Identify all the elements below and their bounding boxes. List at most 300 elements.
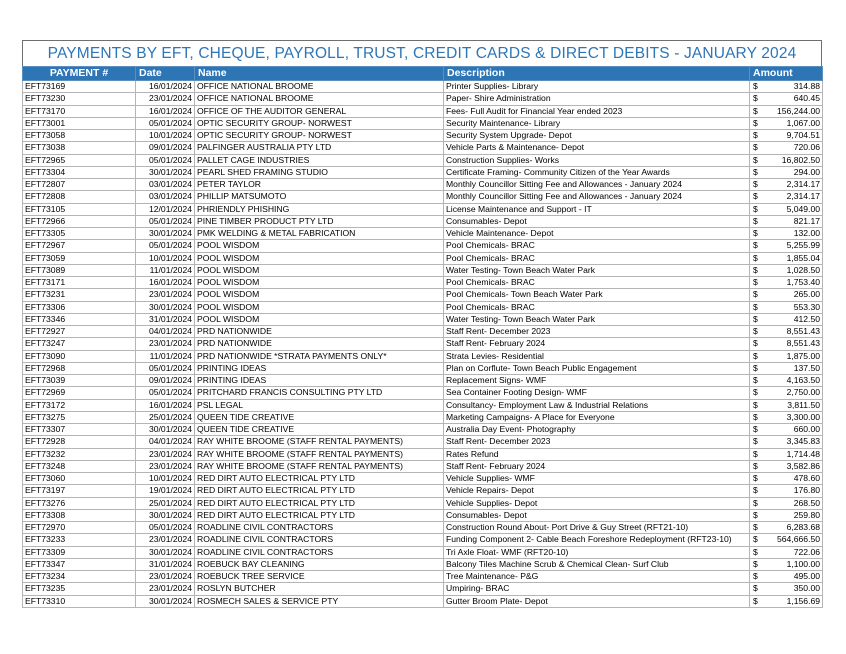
table-row	[23, 277, 823, 289]
date-cell: 23/01/2024	[136, 571, 195, 583]
amount-cell: 6,283.68	[768, 522, 823, 534]
payment-number-cell: EFT73305	[23, 228, 136, 240]
payee-name-cell: OPTIC SECURITY GROUP- NORWEST	[195, 117, 444, 129]
amount-cell: 8,551.43	[768, 338, 823, 350]
description-cell: Vehicle Parts & Maintenance- Depot	[444, 142, 750, 154]
table-row	[23, 142, 823, 154]
description-cell: Consumables- Depot	[444, 215, 750, 227]
date-cell: 30/01/2024	[136, 509, 195, 521]
currency-symbol-cell: $	[750, 473, 768, 485]
page-title: PAYMENTS BY EFT, CHEQUE, PAYROLL, TRUST, CREDIT CARDS & DIRECT DEBITS - JANUARY 2024	[22, 40, 822, 66]
payee-name-cell: RED DIRT AUTO ELECTRICAL PTY LTD	[195, 509, 444, 521]
table-row	[23, 81, 823, 93]
amount-cell: 495.00	[768, 571, 823, 583]
payee-name-cell: RAY WHITE BROOME (STAFF RENTAL PAYMENTS)	[195, 436, 444, 448]
table-row	[23, 571, 823, 583]
description-cell: Fees- Full Audit for Financial Year ended 2023	[444, 105, 750, 117]
payment-number-cell: EFT73248	[23, 460, 136, 472]
currency-symbol-cell: $	[750, 252, 768, 264]
date-cell: 23/01/2024	[136, 93, 195, 105]
date-cell: 05/01/2024	[136, 240, 195, 252]
amount-cell: 16,802.50	[768, 154, 823, 166]
date-cell: 25/01/2024	[136, 411, 195, 423]
date-cell: 05/01/2024	[136, 362, 195, 374]
table-row	[23, 117, 823, 129]
table-row	[23, 473, 823, 485]
table-row	[23, 179, 823, 191]
amount-cell: 9,704.51	[768, 130, 823, 142]
amount-cell: 132.00	[768, 228, 823, 240]
description-cell: Monthly Councillor Sitting Fee and Allowances - January 2024	[444, 191, 750, 203]
currency-symbol-cell: $	[750, 387, 768, 399]
table-row	[23, 497, 823, 509]
currency-symbol-cell: $	[750, 240, 768, 252]
payee-name-cell: OFFICE NATIONAL BROOME	[195, 93, 444, 105]
description-cell: Sea Container Footing Design- WMF	[444, 387, 750, 399]
table-row	[23, 326, 823, 338]
description-cell: Strata Levies- Residential	[444, 350, 750, 362]
payee-name-cell: POOL WISDOM	[195, 240, 444, 252]
payment-number-cell: EFT73307	[23, 424, 136, 436]
payment-number-cell: EFT73089	[23, 264, 136, 276]
amount-cell: 722.06	[768, 546, 823, 558]
payee-name-cell: PMK WELDING & METAL FABRICATION	[195, 228, 444, 240]
amount-cell: 137.50	[768, 362, 823, 374]
currency-symbol-cell: $	[750, 203, 768, 215]
date-cell: 23/01/2024	[136, 583, 195, 595]
amount-cell: 2,314.17	[768, 191, 823, 203]
payee-name-cell: RAY WHITE BROOME (STAFF RENTAL PAYMENTS)	[195, 460, 444, 472]
currency-symbol-cell: $	[750, 277, 768, 289]
date-cell: 10/01/2024	[136, 130, 195, 142]
date-cell: 16/01/2024	[136, 81, 195, 93]
table-row	[23, 534, 823, 546]
payee-name-cell: RAY WHITE BROOME (STAFF RENTAL PAYMENTS)	[195, 448, 444, 460]
payment-number-cell: EFT73233	[23, 534, 136, 546]
table-row	[23, 460, 823, 472]
date-cell: 04/01/2024	[136, 326, 195, 338]
payee-name-cell: OFFICE OF THE AUDITOR GENERAL	[195, 105, 444, 117]
payment-number-cell: EFT72807	[23, 179, 136, 191]
amount-cell: 314.88	[768, 81, 823, 93]
amount-cell: 412.50	[768, 313, 823, 325]
description-cell: Security Maintenance- Library	[444, 117, 750, 129]
date-cell: 23/01/2024	[136, 448, 195, 460]
currency-symbol-cell: $	[750, 289, 768, 301]
payment-number-cell: EFT73001	[23, 117, 136, 129]
currency-symbol-cell: $	[750, 485, 768, 497]
payee-name-cell: QUEEN TIDE CREATIVE	[195, 411, 444, 423]
date-cell: 10/01/2024	[136, 473, 195, 485]
amount-cell: 176.80	[768, 485, 823, 497]
column-header-name: Name	[195, 67, 444, 81]
date-cell: 05/01/2024	[136, 522, 195, 534]
amount-cell: 268.50	[768, 497, 823, 509]
payee-name-cell: PRD NATIONWIDE	[195, 338, 444, 350]
payment-number-cell: EFT73347	[23, 558, 136, 570]
date-cell: 16/01/2024	[136, 277, 195, 289]
description-cell: Water Testing- Town Beach Water Park	[444, 264, 750, 276]
amount-cell: 1,067.00	[768, 117, 823, 129]
payee-name-cell: PALFINGER AUSTRALIA PTY LTD	[195, 142, 444, 154]
payment-number-cell: EFT73039	[23, 375, 136, 387]
currency-symbol-cell: $	[750, 154, 768, 166]
date-cell: 31/01/2024	[136, 313, 195, 325]
currency-symbol-cell: $	[750, 534, 768, 546]
payee-name-cell: RED DIRT AUTO ELECTRICAL PTY LTD	[195, 473, 444, 485]
currency-symbol-cell: $	[750, 497, 768, 509]
date-cell: 30/01/2024	[136, 546, 195, 558]
description-cell: Paper- Shire Administration	[444, 93, 750, 105]
currency-symbol-cell: $	[750, 179, 768, 191]
payee-name-cell: ROEBUCK BAY CLEANING	[195, 558, 444, 570]
payee-name-cell: POOL WISDOM	[195, 289, 444, 301]
table-row	[23, 166, 823, 178]
description-cell: Vehicle Supplies- Depot	[444, 497, 750, 509]
amount-cell: 1,100.00	[768, 558, 823, 570]
description-cell: Vehicle Maintenance- Depot	[444, 228, 750, 240]
currency-symbol-cell: $	[750, 509, 768, 521]
description-cell: Funding Component 2- Cable Beach Foreshore Redeployment (RFT23-10)	[444, 534, 750, 546]
payment-number-cell: EFT73059	[23, 252, 136, 264]
payment-number-cell: EFT73171	[23, 277, 136, 289]
table-row	[23, 411, 823, 423]
description-cell: Umpiring- BRAC	[444, 583, 750, 595]
amount-cell: 350.00	[768, 583, 823, 595]
amount-cell: 720.06	[768, 142, 823, 154]
payment-number-cell: EFT72968	[23, 362, 136, 374]
amount-cell: 1,714.48	[768, 448, 823, 460]
date-cell: 30/01/2024	[136, 424, 195, 436]
currency-symbol-cell: $	[750, 326, 768, 338]
amount-cell: 5,049.00	[768, 203, 823, 215]
date-cell: 04/01/2024	[136, 436, 195, 448]
amount-cell: 1,855.04	[768, 252, 823, 264]
currency-symbol-cell: $	[750, 460, 768, 472]
payee-name-cell: PEARL SHED FRAMING STUDIO	[195, 166, 444, 178]
currency-symbol-cell: $	[750, 583, 768, 595]
description-cell: Plan on Corflute- Town Beach Public Engagement	[444, 362, 750, 374]
currency-symbol-cell: $	[750, 228, 768, 240]
payment-number-cell: EFT73306	[23, 301, 136, 313]
date-cell: 05/01/2024	[136, 387, 195, 399]
date-cell: 25/01/2024	[136, 497, 195, 509]
description-cell: Pool Chemicals- BRAC	[444, 240, 750, 252]
amount-cell: 2,750.00	[768, 387, 823, 399]
payments-sheet	[22, 40, 822, 608]
column-header-payment: PAYMENT #	[23, 67, 136, 81]
table-row	[23, 93, 823, 105]
payee-name-cell: PINE TIMBER PRODUCT PTY LTD	[195, 215, 444, 227]
description-cell: Consumables- Depot	[444, 509, 750, 521]
payee-name-cell: PHILLIP MATSUMOTO	[195, 191, 444, 203]
payment-number-cell: EFT73058	[23, 130, 136, 142]
table-row	[23, 350, 823, 362]
payment-number-cell: EFT72967	[23, 240, 136, 252]
date-cell: 31/01/2024	[136, 558, 195, 570]
amount-cell: 478.60	[768, 473, 823, 485]
payee-name-cell: POOL WISDOM	[195, 252, 444, 264]
payment-number-cell: EFT72969	[23, 387, 136, 399]
date-cell: 09/01/2024	[136, 375, 195, 387]
description-cell: Tree Maintenance- P&G	[444, 571, 750, 583]
payment-number-cell: EFT73038	[23, 142, 136, 154]
payment-number-cell: EFT73346	[23, 313, 136, 325]
payment-number-cell: EFT73234	[23, 571, 136, 583]
payee-name-cell: RED DIRT AUTO ELECTRICAL PTY LTD	[195, 485, 444, 497]
amount-cell: 1,156.69	[768, 595, 823, 607]
payee-name-cell: OPTIC SECURITY GROUP- NORWEST	[195, 130, 444, 142]
description-cell: Certificate Framing- Community Citizen of the Year Awards	[444, 166, 750, 178]
description-cell: License Maintenance and Support - IT	[444, 203, 750, 215]
description-cell: Pool Chemicals- BRAC	[444, 277, 750, 289]
payment-number-cell: EFT73105	[23, 203, 136, 215]
payment-number-cell: EFT73231	[23, 289, 136, 301]
amount-cell: 1,028.50	[768, 264, 823, 276]
table-row	[23, 301, 823, 313]
currency-symbol-cell: $	[750, 436, 768, 448]
description-cell: Balcony Tiles Machine Scrub & Chemical Clean- Surf Club	[444, 558, 750, 570]
currency-symbol-cell: $	[750, 166, 768, 178]
table-row	[23, 264, 823, 276]
currency-symbol-cell: $	[750, 215, 768, 227]
description-cell: Pool Chemicals- BRAC	[444, 301, 750, 313]
table-row	[23, 546, 823, 558]
table-row	[23, 558, 823, 570]
amount-cell: 3,300.00	[768, 411, 823, 423]
description-cell: Water Testing- Town Beach Water Park	[444, 313, 750, 325]
table-row	[23, 448, 823, 460]
payee-name-cell: ROADLINE CIVIL CONTRACTORS	[195, 534, 444, 546]
description-cell: Replacement Signs- WMF	[444, 375, 750, 387]
currency-symbol-cell: $	[750, 522, 768, 534]
payment-number-cell: EFT73169	[23, 81, 136, 93]
payment-number-cell: EFT73247	[23, 338, 136, 350]
currency-symbol-cell: $	[750, 350, 768, 362]
table-row	[23, 130, 823, 142]
date-cell: 23/01/2024	[136, 338, 195, 350]
currency-symbol-cell: $	[750, 375, 768, 387]
currency-symbol-cell: $	[750, 117, 768, 129]
table-row	[23, 289, 823, 301]
table-row	[23, 485, 823, 497]
table-row	[23, 387, 823, 399]
table-row	[23, 240, 823, 252]
amount-cell: 1,875.00	[768, 350, 823, 362]
table-row	[23, 252, 823, 264]
column-header-amount: Amount	[750, 67, 823, 81]
payee-name-cell: POOL WISDOM	[195, 277, 444, 289]
date-cell: 23/01/2024	[136, 289, 195, 301]
date-cell: 11/01/2024	[136, 264, 195, 276]
payee-name-cell: POOL WISDOM	[195, 301, 444, 313]
payee-name-cell: PRD NATIONWIDE *STRATA PAYMENTS ONLY*	[195, 350, 444, 362]
payee-name-cell: ROEBUCK TREE SERVICE	[195, 571, 444, 583]
payment-number-cell: EFT73232	[23, 448, 136, 460]
date-cell: 23/01/2024	[136, 534, 195, 546]
payment-number-cell: EFT72808	[23, 191, 136, 203]
amount-cell: 564,666.50	[768, 534, 823, 546]
payment-number-cell: EFT73172	[23, 399, 136, 411]
description-cell: Staff Rent- December 2023	[444, 436, 750, 448]
payee-name-cell: ROSMECH SALES & SERVICE PTY	[195, 595, 444, 607]
description-cell: Tri Axle Float- WMF (RFT20-10)	[444, 546, 750, 558]
currency-symbol-cell: $	[750, 81, 768, 93]
payee-name-cell: ROADLINE CIVIL CONTRACTORS	[195, 522, 444, 534]
date-cell: 10/01/2024	[136, 252, 195, 264]
table-row	[23, 522, 823, 534]
table-row	[23, 375, 823, 387]
date-cell: 16/01/2024	[136, 399, 195, 411]
amount-cell: 3,582.86	[768, 460, 823, 472]
table-row	[23, 509, 823, 521]
payment-number-cell: EFT72970	[23, 522, 136, 534]
payment-number-cell: EFT73304	[23, 166, 136, 178]
table-row	[23, 595, 823, 607]
amount-cell: 821.17	[768, 215, 823, 227]
currency-symbol-cell: $	[750, 448, 768, 460]
description-cell: Pool Chemicals- BRAC	[444, 252, 750, 264]
currency-symbol-cell: $	[750, 130, 768, 142]
amount-cell: 2,314.17	[768, 179, 823, 191]
payments-table	[22, 66, 823, 608]
currency-symbol-cell: $	[750, 595, 768, 607]
description-cell: Rates Refund	[444, 448, 750, 460]
payee-name-cell: RED DIRT AUTO ELECTRICAL PTY LTD	[195, 497, 444, 509]
amount-cell: 640.45	[768, 93, 823, 105]
description-cell: Construction Round About- Port Drive & Guy Street (RFT21-10)	[444, 522, 750, 534]
description-cell: Vehicle Supplies- WMF	[444, 473, 750, 485]
payee-name-cell: PRITCHARD FRANCIS CONSULTING PTY LTD	[195, 387, 444, 399]
amount-cell: 8,551.43	[768, 326, 823, 338]
column-header-date: Date	[136, 67, 195, 81]
date-cell: 16/01/2024	[136, 105, 195, 117]
date-cell: 09/01/2024	[136, 142, 195, 154]
column-header-description: Description	[444, 67, 750, 81]
currency-symbol-cell: $	[750, 558, 768, 570]
currency-symbol-cell: $	[750, 338, 768, 350]
table-row	[23, 313, 823, 325]
description-cell: Staff Rent- February 2024	[444, 338, 750, 350]
currency-symbol-cell: $	[750, 571, 768, 583]
currency-symbol-cell: $	[750, 142, 768, 154]
amount-cell: 3,345.83	[768, 436, 823, 448]
payee-name-cell: ROADLINE CIVIL CONTRACTORS	[195, 546, 444, 558]
payee-name-cell: PHRIENDLY PHISHING	[195, 203, 444, 215]
amount-cell: 265.00	[768, 289, 823, 301]
table-row	[23, 154, 823, 166]
payment-number-cell: EFT73275	[23, 411, 136, 423]
payee-name-cell: PRINTING IDEAS	[195, 375, 444, 387]
date-cell: 12/01/2024	[136, 203, 195, 215]
table-row	[23, 399, 823, 411]
description-cell: Staff Rent- December 2023	[444, 326, 750, 338]
description-cell: Monthly Councillor Sitting Fee and Allowances - January 2024	[444, 179, 750, 191]
amount-cell: 3,811.50	[768, 399, 823, 411]
amount-cell: 259.80	[768, 509, 823, 521]
payee-name-cell: PRD NATIONWIDE	[195, 326, 444, 338]
date-cell: 05/01/2024	[136, 117, 195, 129]
payee-name-cell: POOL WISDOM	[195, 313, 444, 325]
payee-name-cell: PETER TAYLOR	[195, 179, 444, 191]
table-row	[23, 424, 823, 436]
date-cell: 30/01/2024	[136, 228, 195, 240]
table-row	[23, 215, 823, 227]
description-cell: Marketing Campaigns- A Place for Everyone	[444, 411, 750, 423]
table-row	[23, 583, 823, 595]
payment-number-cell: EFT73197	[23, 485, 136, 497]
table-row	[23, 203, 823, 215]
description-cell: Australia Day Event- Photography	[444, 424, 750, 436]
date-cell: 30/01/2024	[136, 166, 195, 178]
amount-cell: 553.30	[768, 301, 823, 313]
payment-number-cell: EFT73170	[23, 105, 136, 117]
payment-number-cell: EFT73310	[23, 595, 136, 607]
currency-symbol-cell: $	[750, 546, 768, 558]
currency-symbol-cell: $	[750, 264, 768, 276]
amount-cell: 1,753.40	[768, 277, 823, 289]
payee-name-cell: POOL WISDOM	[195, 264, 444, 276]
date-cell: 30/01/2024	[136, 301, 195, 313]
date-cell: 11/01/2024	[136, 350, 195, 362]
payment-number-cell: EFT73308	[23, 509, 136, 521]
payee-name-cell: PALLET CAGE INDUSTRIES	[195, 154, 444, 166]
date-cell: 23/01/2024	[136, 460, 195, 472]
payment-number-cell: EFT72927	[23, 326, 136, 338]
currency-symbol-cell: $	[750, 313, 768, 325]
description-cell: Consultancy- Employment Law & Industrial Relations	[444, 399, 750, 411]
table-row	[23, 105, 823, 117]
currency-symbol-cell: $	[750, 191, 768, 203]
table-row	[23, 228, 823, 240]
currency-symbol-cell: $	[750, 93, 768, 105]
payee-name-cell: PRINTING IDEAS	[195, 362, 444, 374]
payee-name-cell: ROSLYN BUTCHER	[195, 583, 444, 595]
currency-symbol-cell: $	[750, 362, 768, 374]
table-row	[23, 362, 823, 374]
currency-symbol-cell: $	[750, 424, 768, 436]
payment-number-cell: EFT72966	[23, 215, 136, 227]
currency-symbol-cell: $	[750, 399, 768, 411]
currency-symbol-cell: $	[750, 105, 768, 117]
payment-number-cell: EFT72965	[23, 154, 136, 166]
date-cell: 05/01/2024	[136, 154, 195, 166]
date-cell: 03/01/2024	[136, 179, 195, 191]
date-cell: 03/01/2024	[136, 191, 195, 203]
amount-cell: 156,244.00	[768, 105, 823, 117]
table-row	[23, 338, 823, 350]
payee-name-cell: PSL LEGAL	[195, 399, 444, 411]
description-cell: Security System Upgrade- Depot	[444, 130, 750, 142]
currency-symbol-cell: $	[750, 411, 768, 423]
payment-number-cell: EFT73090	[23, 350, 136, 362]
payment-number-cell: EFT73230	[23, 93, 136, 105]
date-cell: 19/01/2024	[136, 485, 195, 497]
table-row	[23, 191, 823, 203]
description-cell: Vehicle Repairs- Depot	[444, 485, 750, 497]
description-cell: Gutter Broom Plate- Depot	[444, 595, 750, 607]
payment-number-cell: EFT73060	[23, 473, 136, 485]
amount-cell: 294.00	[768, 166, 823, 178]
payment-number-cell: EFT73235	[23, 583, 136, 595]
amount-cell: 4,163.50	[768, 375, 823, 387]
date-cell: 30/01/2024	[136, 595, 195, 607]
payee-name-cell: QUEEN TIDE CREATIVE	[195, 424, 444, 436]
amount-cell: 660.00	[768, 424, 823, 436]
description-cell: Construction Supplies- Works	[444, 154, 750, 166]
description-cell: Pool Chemicals- Town Beach Water Park	[444, 289, 750, 301]
header-row	[23, 67, 823, 81]
